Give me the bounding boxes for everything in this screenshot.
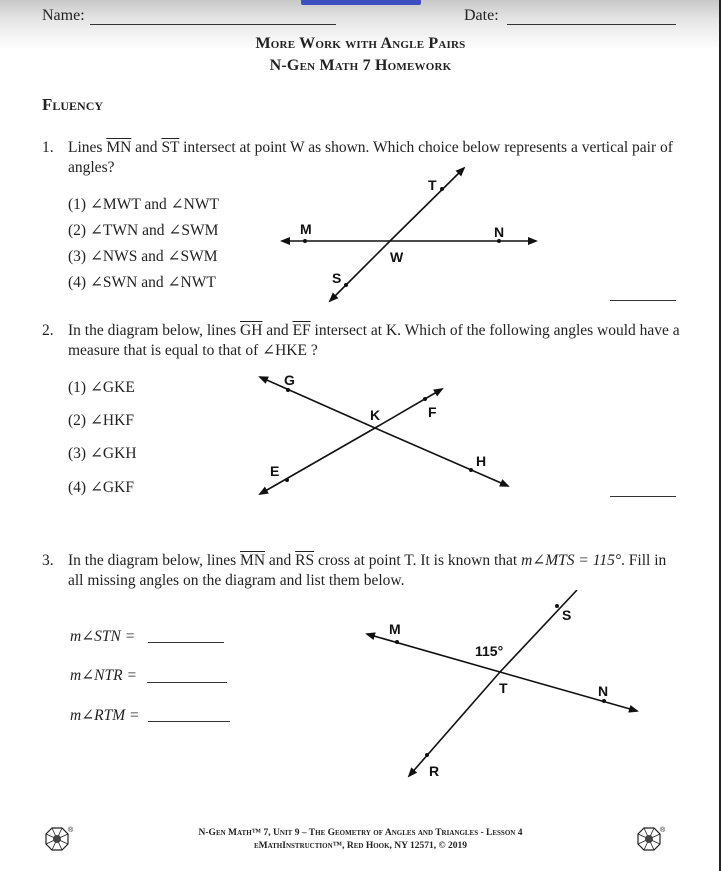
svg-text:®: ®	[68, 827, 74, 834]
label-n: N	[598, 683, 609, 699]
label-n: N	[494, 224, 505, 240]
fill-in-ntr-label: m∠NTR =	[70, 667, 137, 684]
name-label: Name:	[42, 7, 85, 24]
line-ef: $\overline{EF}$	[292, 322, 311, 339]
label-e: E	[270, 463, 280, 479]
label-m: M	[389, 621, 401, 637]
given-angle-text: m∠MTS = 115°	[521, 552, 622, 569]
option-4[interactable]: (4) ∠GKF	[68, 479, 134, 496]
name-line[interactable]	[90, 24, 336, 25]
viewer-toolbar-tab[interactable]	[301, 0, 421, 5]
footer-line-2: eMathInstruction™, Red Hook, NY 12571, © 2019	[253, 841, 468, 851]
text: and	[262, 322, 293, 339]
svg-text:®: ®	[660, 827, 666, 834]
label-f: F	[428, 404, 437, 420]
question-text	[68, 551, 680, 591]
label-s: S	[332, 270, 342, 286]
text: intersect at K. Which of the following angles would have a measure that is equal to that of ∠HKE ?	[68, 322, 680, 359]
label-m: M	[300, 221, 312, 237]
question-number: 2.	[42, 322, 54, 339]
label-w: W	[390, 249, 404, 265]
line-st: $\overline{ST}$	[161, 139, 180, 156]
label-g: G	[284, 372, 295, 388]
label-k: K	[370, 407, 381, 423]
line-mn: $\overline{MN}$	[240, 552, 266, 569]
text: intersect at point W as shown. Which choice below represents a vertical pair of angles?	[68, 139, 673, 176]
emath-logo-right-icon	[636, 824, 668, 852]
label-s: S	[562, 607, 572, 623]
label-r: R	[429, 763, 440, 779]
line-rs: $\overline{RS}$	[295, 552, 315, 569]
label-t: T	[499, 680, 508, 696]
fill-in-stn-label: m∠STN =	[70, 628, 136, 645]
option-2[interactable]: (2) ∠TWN and ∠SWM	[68, 222, 219, 239]
question-number: 1.	[42, 139, 54, 156]
text: and	[265, 552, 296, 569]
option-1[interactable]: (1) ∠GKE	[68, 379, 135, 396]
label-h: H	[476, 453, 487, 469]
option-3[interactable]: (3) ∠NWS and ∠SWM	[68, 248, 218, 265]
option-4[interactable]: (4) ∠SWN and ∠NWT	[68, 274, 216, 291]
text: and	[131, 139, 162, 156]
diagram-q1	[260, 160, 560, 310]
fill-in-stn[interactable]	[148, 642, 224, 643]
text: In the diagram below, lines	[68, 322, 241, 339]
answer-line[interactable]	[610, 496, 676, 497]
option-2[interactable]: (2) ∠HKF	[68, 412, 134, 429]
section-heading: Fluency	[42, 95, 104, 114]
question-text	[68, 321, 680, 361]
diagram-q2	[250, 365, 520, 505]
emath-logo-left-icon	[44, 824, 76, 852]
line-gh: $\overline{GH}$	[240, 322, 263, 339]
fill-in-rtm-label: m∠RTM =	[70, 707, 140, 724]
text: . Fill in all missing angles on the diagram and list them below.	[68, 552, 667, 589]
worksheet-subtitle: N-Gen Math 7 Homework	[269, 57, 452, 74]
date-label: Date:	[464, 7, 499, 24]
label-t: T	[428, 177, 437, 193]
worksheet-title: More Work with Angle Pairs	[255, 35, 466, 52]
fill-in-ntr[interactable]	[147, 682, 227, 683]
text: Lines	[68, 139, 107, 156]
footer-line-1: N-Gen Math™ 7, Unit 9 – The Geometry of Angles and Triangles - Lesson 4	[198, 828, 523, 838]
diagram-q3	[355, 590, 655, 790]
text: In the diagram below, lines	[68, 552, 241, 569]
date-line[interactable]	[507, 24, 676, 25]
question-number: 3.	[42, 552, 54, 569]
answer-line[interactable]	[610, 300, 676, 301]
line-mn: $\overline{MN}$	[106, 139, 132, 156]
fill-in-rtm[interactable]	[148, 721, 230, 722]
option-3[interactable]: (3) ∠GKH	[68, 445, 137, 462]
option-1[interactable]: (1) ∠MWT and ∠NWT	[68, 196, 219, 213]
given-angle-label: 115°	[475, 643, 504, 659]
text: cross at point T. It is known that	[314, 552, 522, 569]
